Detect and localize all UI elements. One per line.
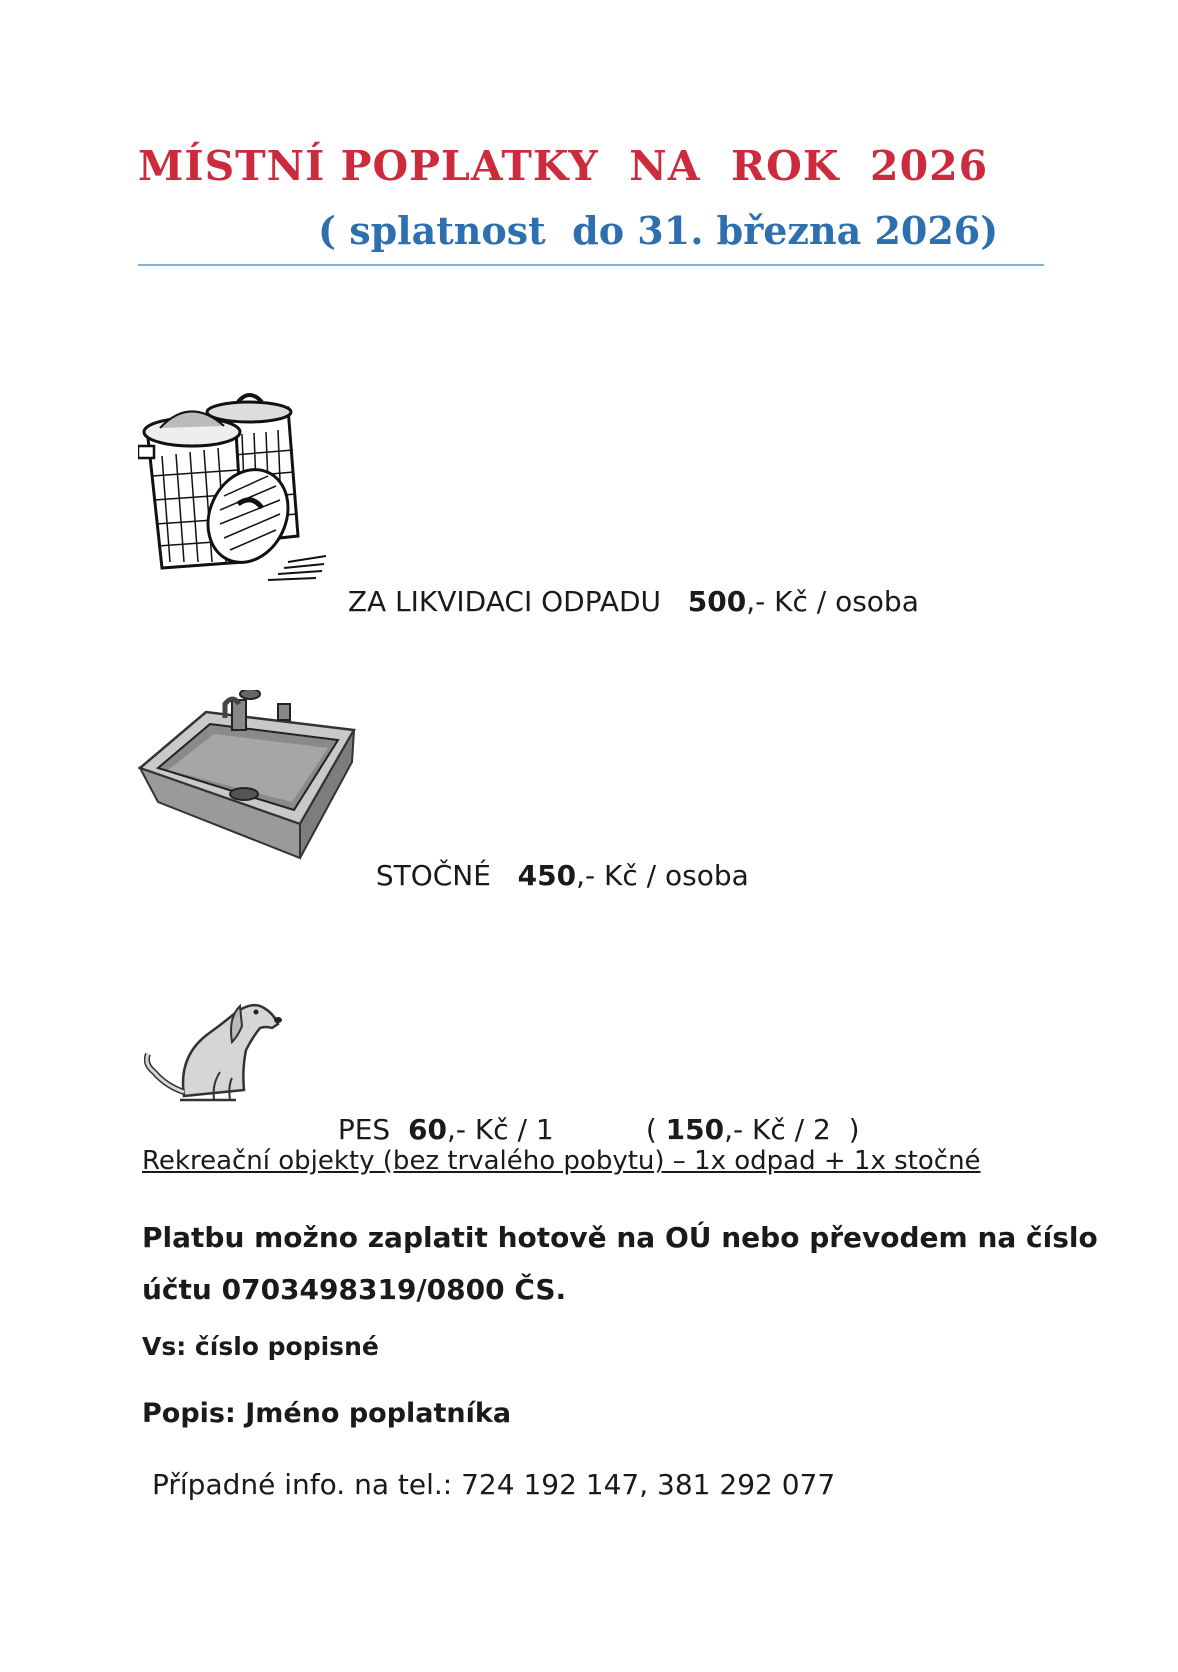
dog-fee-amount: 60 bbox=[407, 1113, 447, 1146]
dog-fee bbox=[320, 1080, 554, 1146]
two-dogs-fee-unit: ,- Kč / 2 ) bbox=[724, 1113, 860, 1146]
payment-instructions: Platbu možno zaplatit hotově na OÚ nebo převodem na číslo účtu 0703498319/0800 ČS. bbox=[142, 1221, 1098, 1306]
sewage-fee-label: STOČNÉ bbox=[375, 859, 491, 892]
dog-icon bbox=[144, 996, 284, 1106]
two-dogs-open-paren: ( bbox=[645, 1113, 666, 1146]
trash-cans-icon bbox=[138, 386, 328, 586]
due-date-subtitle: ( splatnost do 31. března 2026) bbox=[318, 208, 999, 253]
variable-symbol-note: Vs: číslo popisné bbox=[142, 1332, 379, 1361]
sewage-fee bbox=[358, 826, 749, 892]
waste-fee-label: ZA LIKVIDACI ODPADU bbox=[347, 585, 662, 618]
sewage-fee-amount: 450 bbox=[517, 859, 577, 892]
two-dogs-fee-amount: 150 bbox=[665, 1113, 725, 1146]
waste-fee-unit: ,- Kč / osoba bbox=[746, 585, 919, 618]
sink-icon bbox=[138, 690, 358, 860]
payment-description-note: Popis: Jméno poplatníka bbox=[142, 1398, 512, 1429]
dog-fee-label: PES bbox=[337, 1113, 391, 1146]
page-title: MÍSTNÍ POPLATKY NA ROK 2026 bbox=[138, 142, 989, 190]
two-dogs-fee bbox=[628, 1080, 860, 1146]
title-divider bbox=[138, 264, 1044, 266]
contact-info: Případné info. na tel.: 724 192 147, 381 292 077 bbox=[152, 1468, 836, 1501]
dog-fee-unit: ,- Kč / 1 bbox=[446, 1113, 554, 1146]
sewage-fee-unit: ,- Kč / osoba bbox=[576, 859, 749, 892]
recreational-objects-note: Rekreační objekty (bez trvalého pobytu) – 1x odpad + 1x stočné bbox=[142, 1146, 981, 1176]
waste-fee bbox=[330, 552, 919, 618]
waste-fee-amount: 500 bbox=[687, 585, 747, 618]
